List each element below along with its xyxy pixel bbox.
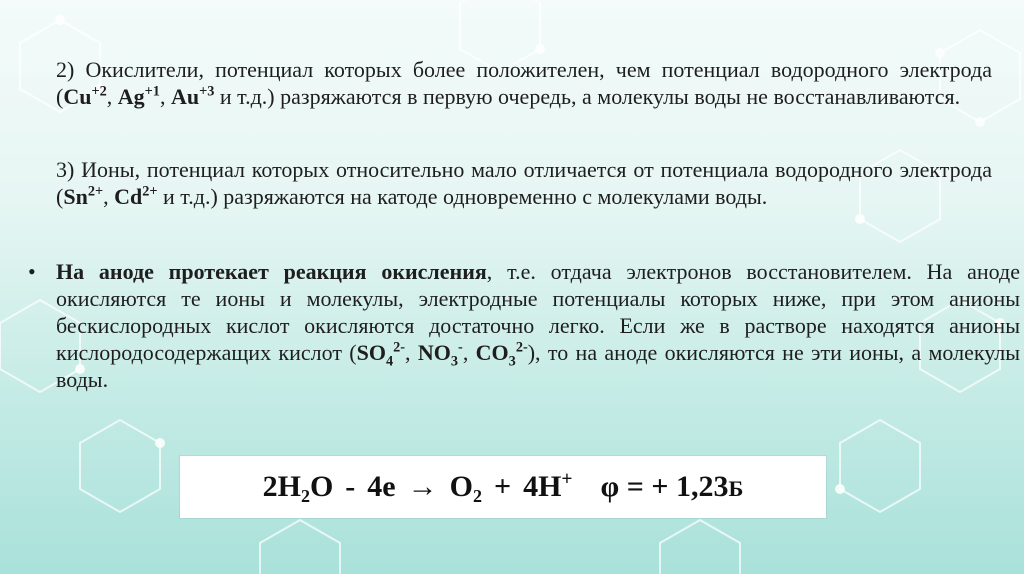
paragraph-oxidizers: 2) Окислители, потенциал которых более положителен, чем потенциал водородного электрода ($Cu^{+2}$, $Ag^{+1}$, $Au^{+3}$ и т.д.) разряжаются в первую очередь, а молекулы воды не восстанавливаются.	[56, 57, 992, 109]
p3-tail: и т.д.) разряжаются на катоде одновременно с молекулами воды.	[157, 184, 768, 209]
paragraph-ions: 3) Ионы, потенциал которых относительно мало отличается от потенциала водородного электрода ($Sn^{2+}$, $Cd^{2+}$ и т.д.) разряжаются на катоде одновременно с молекулами воды.	[56, 157, 992, 209]
anode-text-1: , т.е. отдача электронов восстановителем. На аноде окисляются те ионы и молекулы, электродные потенциалы которых ниже, при этом анионы бескислородных кислот окисляются достаточно легко. Если же в растворе находятся анионы кислородосодержащих кислот (	[56, 259, 1020, 365]
ion-ag: $Ag^{+1}$	[117, 83, 160, 109]
anion-no3: $NO_3^-$	[417, 339, 463, 370]
p2-tail: и т.д.) разряжаются в первую очередь, а молекулы воды не восстанавливаются.	[214, 84, 961, 109]
water-oxidation-equation	[180, 456, 826, 518]
eq-hydrogen-ion: 4H+	[523, 469, 573, 503]
ion-au: $Au^{+3}$	[170, 83, 215, 109]
bullet-mark: •	[28, 259, 36, 284]
p3-lead: 3) Ионы, потенциал которых относительно мало отличается от потенциала водородного электрода (	[56, 157, 992, 209]
eq-lhs: 2H₂O	[262, 470, 334, 503]
eq-o2: O₂	[449, 470, 482, 503]
eq-minus: -	[345, 470, 356, 503]
anode-bold-lead: На аноде протекает реакция окисления	[56, 259, 487, 284]
eq-unit: Б	[728, 476, 744, 501]
anode-text-2: ), то на аноде окисляются не эти ионы, а молекулы воды.	[56, 340, 1021, 392]
p2-lead: 2) Окислители, потенциал которых более положителен, чем потенциал водородного электрода (	[56, 57, 992, 109]
anion-so4: $SO_4^{2-}$	[356, 339, 406, 370]
anion-co3: $CO_3^{2-}$	[475, 339, 528, 370]
eq-potential: φ = + 1,23Б	[600, 470, 744, 503]
ion-sn: $Sn^{2+}$	[63, 183, 104, 209]
paragraph-anode: • На аноде протекает реакция окисления, т.е. отдача электронов восстановителем. На аноде окисляются те ионы и молекулы, электродные потенциалы которых ниже, при этом анионы бескислородных кислот окисляются достаточно легко. Если же в растворе находятся анионы кислородосодержащих кислот ($SO_4^{2-}$, $NO_3^-$, $CO_3^{2-}$), то на аноде окисляются не эти ионы, а молекулы воды.	[28, 259, 1021, 392]
eq-electrons: 4e	[367, 470, 396, 503]
eq-arrow: →	[407, 470, 438, 503]
ion-cu: $Cu^{+2}$	[63, 83, 107, 109]
eq-plus: +	[493, 470, 512, 503]
ion-cd: $Cd^{2+}$	[114, 183, 158, 209]
